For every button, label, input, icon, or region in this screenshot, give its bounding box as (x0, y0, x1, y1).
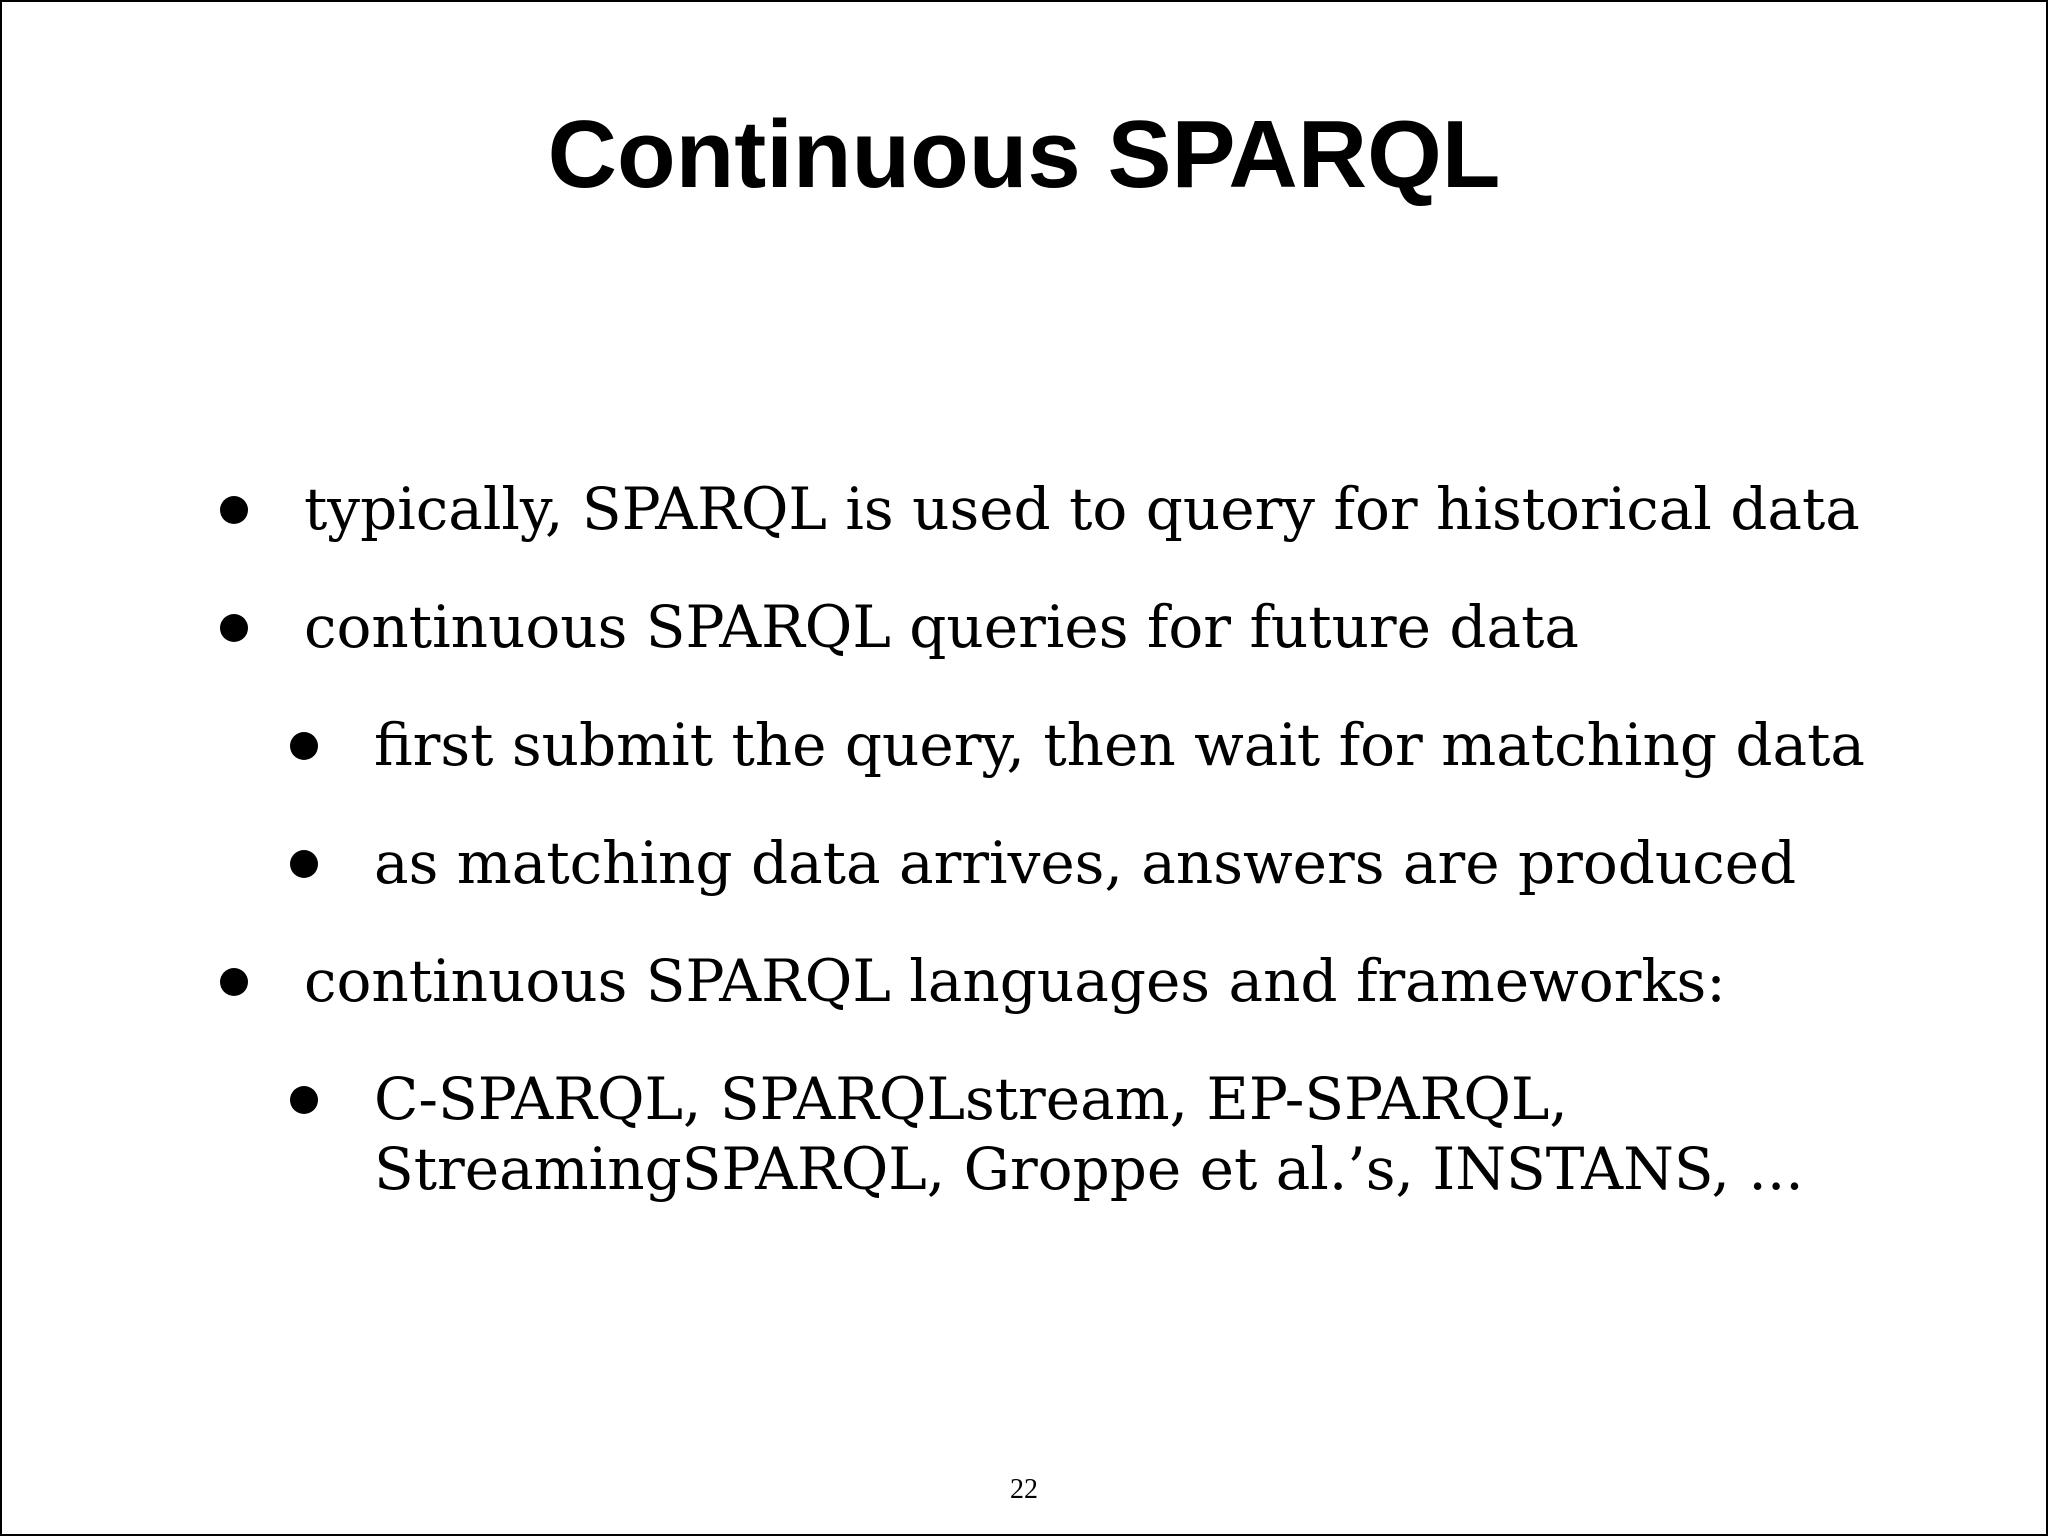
bullet-text: continuous SPARQL queries for future data (304, 593, 1580, 661)
bullet-dot-icon (290, 732, 318, 760)
bullet-list (2, 2, 2048, 1536)
sub-bullet-item (374, 1064, 1804, 1204)
sub-bullet-item (374, 828, 1796, 898)
slide-title: Continuous SPARQL (547, 101, 1501, 208)
bullet-item (304, 946, 1726, 1016)
page-number: 22 (1010, 1474, 1038, 1505)
bullet-item (304, 592, 1579, 662)
bullet-text: typically, SPARQL is used to query for historical data (304, 475, 1860, 543)
bullet-text-line-2: StreamingSPARQL, Groppe et al.’s, INSTANS, ... (374, 1135, 1804, 1203)
sub-bullet-item (374, 710, 1865, 780)
bullet-dot-icon (220, 614, 248, 642)
bullet-text: as matching data arrives, answers are produced (374, 829, 1797, 897)
bullet-dot-icon (220, 968, 248, 996)
bullet-text: first submit the query, then wait for matching data (374, 711, 1865, 779)
bullet-dot-icon (290, 850, 318, 878)
bullet-dot-icon (290, 1086, 318, 1114)
bullet-text-line-1: C-SPARQL, SPARQLstream, EP-SPARQL, (374, 1065, 1568, 1133)
bullet-text: continuous SPARQL languages and frameworks: (304, 947, 1726, 1015)
bullet-item (304, 474, 1860, 544)
bullet-dot-icon (220, 496, 248, 524)
